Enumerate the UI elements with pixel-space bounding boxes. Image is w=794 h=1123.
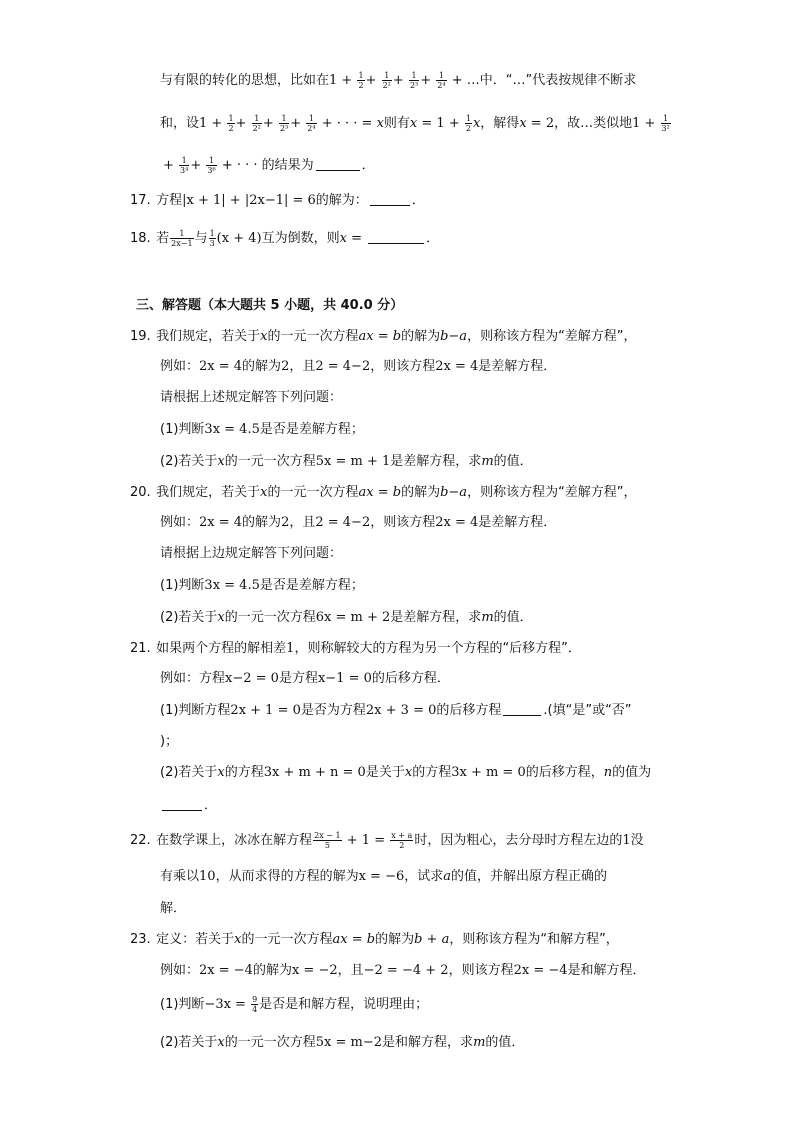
q20-line-5: (2)若关于x的一元一次方程6x = m + 2是差解方程，求m的值． (160, 610, 533, 625)
q16-math: 1 + (329, 73, 353, 88)
q21-line-1: 21. 如果两个方程的解相差1，则称解较大的方程为另一个方程的“后移方程”． (130, 638, 581, 660)
q19-line-3: 请根据上述规定解答下列问题： (160, 390, 343, 405)
q16-text: + …中．“…”代表按规律不断求 (451, 73, 637, 88)
q16-line-3: + $\frac{1}{\text{3⁴}}$ + $\frac{1}{\text{3⁶}}$ + · · · 的结果为 ． (163, 156, 375, 175)
q23-line-3: (1)判断−3x = $\frac{9}{4}$ 是否是和解方程，说明理由； (160, 995, 429, 1014)
question-number: 20. (130, 485, 151, 500)
answer-blank[interactable] (162, 796, 202, 811)
q16-frac-3: $\frac{1}{\text{2³}}$ (409, 71, 419, 90)
answer-blank[interactable] (503, 701, 541, 716)
q22-line-1: 22. 在数学课上，冰冰在解方程 $\frac{2x - 1}{5}$ + 1 = $\frac{x + a}{2}$ 时，因为粗心，去分母时方程左边的1没 (130, 831, 644, 850)
q16-frac-1: $\frac{1}{2}$ (358, 71, 364, 90)
q16-line-1: 与有限的转化的思想，比如在1 + $\frac{1}{2}$ + $\frac{1}{\text{2²}}$ + $\frac{1}{\text{2³}}$ + $\frac{1}{\text{2⁴}}$ + …中．“…”代表按规律不断求 (160, 71, 637, 90)
q20-line-2: 例如：2x = 4的解为2，且2 = 4−2，则该方程2x = 4是差解方程． (160, 515, 557, 530)
question-number: 23. (130, 932, 151, 947)
q19-line-4: (1)判断3x = 4.5是否是差解方程； (160, 422, 364, 437)
q21-line-2: 例如：方程x−2 = 0是方程x−1 = 0的后移方程． (160, 671, 450, 686)
q20-line-3: 请根据上边规定解答下列问题： (160, 546, 343, 561)
q16-text: 与有限的转化的思想，比如在 (160, 73, 330, 88)
q18: 18. 若 $\frac{1}{2x-1}$ 与 $\frac{1}{3}$ (x + 4)互为倒数，则x = ． (130, 229, 440, 248)
q19-line-1: 19. 我们规定，若关于x的一元一次方程ax = b的解为b−a，则称该方程为“差解方程”， (130, 326, 637, 348)
q21-line-3: (1)判断方程2x + 1 = 0是否为方程2x + 3 = 0的后移方程 .(填“是”或“否” (160, 703, 632, 718)
q23-line-4: (2)若关于x的一元一次方程5x = m−2是和解方程，求m的值． (160, 1035, 525, 1050)
q23-line-1: 23. 定义：若关于x的一元一次方程ax = b的解为b + a，则称该方程为“和解方程”， (130, 929, 619, 951)
question-number: 22. (130, 833, 151, 848)
question-number: 18. (130, 231, 151, 246)
question-number: 19. (130, 329, 151, 344)
q17: 17. 方程|x + 1| + |2x−1| = 6的解为： ． (130, 190, 425, 212)
q20-line-1: 20. 我们规定，若关于x的一元一次方程ax = b的解为b−a，则称该方程为“差解方程”， (130, 482, 637, 504)
q21-line-4: )； (160, 734, 179, 749)
q23-line-2: 例如：2x = −4的解为x = −2，且−2 = −4 + 2，则该方程2x = −4是和解方程． (160, 963, 646, 978)
q16-frac-2: $\frac{1}{\text{2²}}$ (382, 71, 391, 90)
answer-blank[interactable] (316, 156, 360, 171)
answer-blank[interactable] (370, 191, 410, 206)
q16-line-2: 和，设1 + $\frac{1}{2}$ + $\frac{1}{\text{2²}}$ + $\frac{1}{\text{2³}}$ + $\frac{1}{\text{2⁴}}$ + · · · = x则有x = 1 + $\frac{1}{2}$ x，解得x = 2，故…类似地1 + $\frac{1}{\text{3²}}$ (160, 114, 670, 133)
q19-line-5: (2)若关于x的一元一次方程5x = m + 1是差解方程，求m的值． (160, 454, 533, 469)
question-number: 21. (130, 641, 151, 656)
q20-line-4: (1)判断3x = 4.5是否是差解方程； (160, 578, 364, 593)
q21-line-6: ． (160, 795, 217, 817)
q21-line-5: (2)若关于x的方程3x + m + n = 0是关于x的方程3x + m = 0的后移方程，n的值为 (160, 765, 652, 780)
q22-line-2: 有乘以10，从而求得的方程的解为x = −6，试求a的值，并解出原方程正确的 (160, 869, 608, 884)
q22-line-3: 解． (160, 901, 187, 916)
q19-line-2: 例如：2x = 4的解为2，且2 = 4−2，则该方程2x = 4是差解方程． (160, 359, 557, 374)
question-number: 17. (130, 193, 151, 208)
q16-frac-4: $\frac{1}{\text{2⁴}}$ (437, 71, 446, 90)
answer-blank[interactable] (368, 229, 424, 244)
section-heading: 三、解答题（本大题共 5 小题，共 40.0 分） (136, 298, 404, 313)
